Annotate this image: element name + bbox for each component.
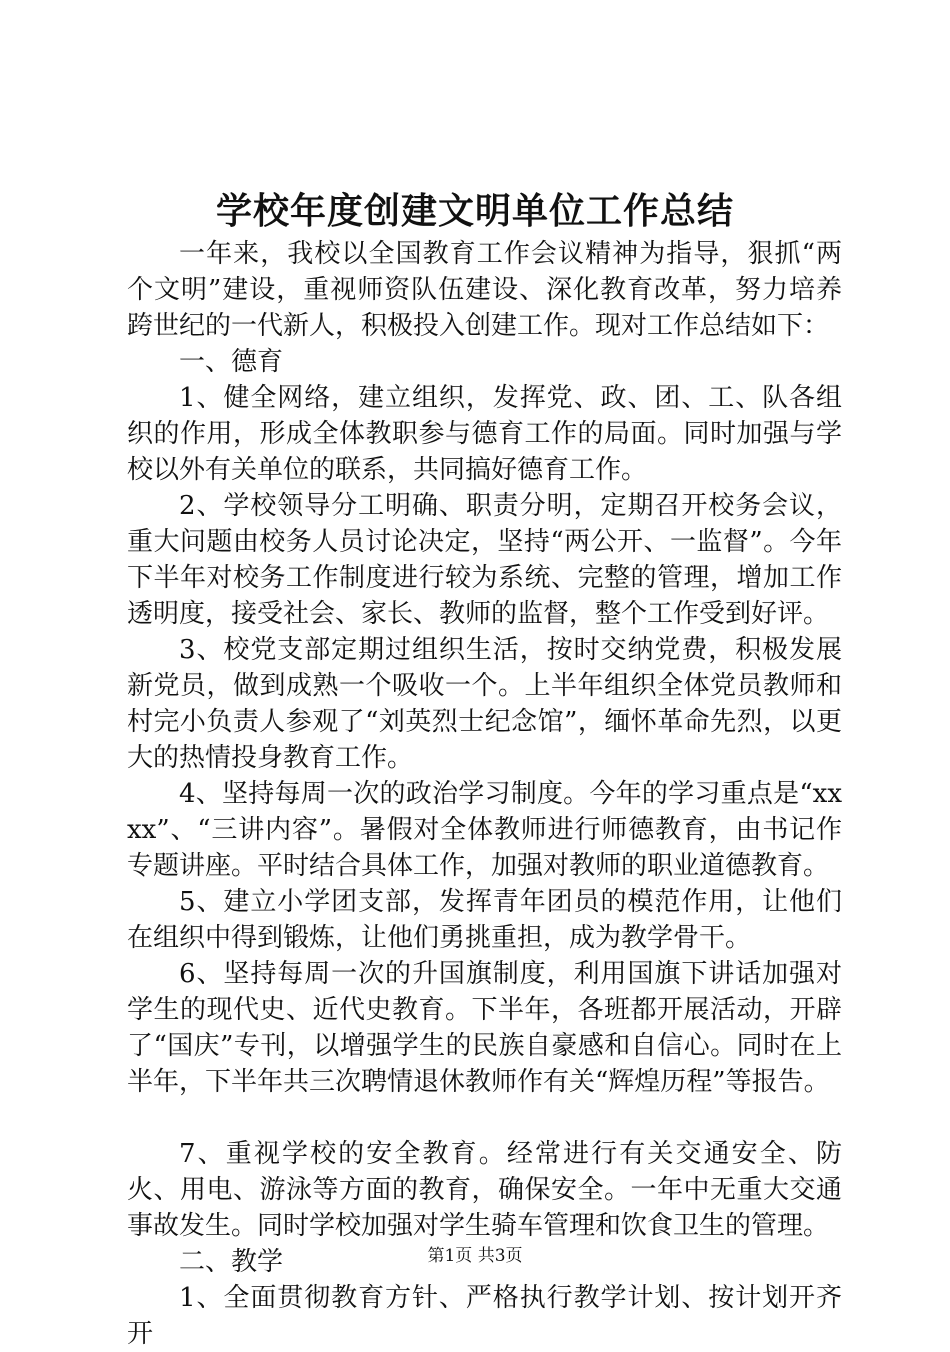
moral-item-7: 7、重视学校的安全教育。经常进行有关交通安全、防火、用电、游泳等方面的教育，确保安全。一年中无重大交通事故发生。同时学校加强对学生骑车管理和饮食卫生的管理。 (127, 1139, 842, 1241)
moral-item-4: 4、坚持每周一次的政治学习制度。今年的学习重点是“xxxx”、“三讲内容”。暑假对全体教师进行师德教育，由书记作专题讲座。平时结合具体工作，加强对教师的职业道德教育。 (127, 779, 842, 881)
moral-item-2: 2、学校领导分工明确、职责分明，定期召开校务会议，重大问题由校务人员讨论决定，坚持“两公开、一监督”。今年下半年对校务工作制度进行较为系统、完整的管理，增加工作透明度，接受社会、家长、教师的监督，整个工作受到好评。 (127, 491, 842, 629)
intro-paragraph: 一年来，我校以全国教育工作会议精神为指导，狠抓“两个文明”建设，重视师资队伍建设、深化教育改革，努力培养跨世纪的一代新人，积极投入创建工作。现对工作总结如下： (127, 239, 842, 341)
moral-item-6: 6、坚持每周一次的升国旗制度，利用国旗下讲话加强对学生的现代史、近代史教育。下半年，各班都开展活动，开辟了“国庆”专刊，以增强学生的民族自豪感和自信心。同时在上半年，下半年共三次聘情退休教师作有关“辉煌历程”等报告。 (127, 959, 842, 1097)
moral-item-1: 1、健全网络，建立组织，发挥党、政、团、工、队各组织的作用，形成全体教职参与德育工作的局面。同时加强与学校以外有关单位的联系，共同搞好德育工作。 (127, 383, 842, 485)
section-heading-moral-education: 一、德育 (179, 347, 284, 377)
teaching-item-1: 1、全面贯彻教育方针、严格执行教学计划、按计划开齐开 (127, 1283, 842, 1349)
moral-item-3: 3、校党支部定期过组织生活，按时交纳党费，积极发展新党员，做到成熟一个吸收一个。上半年组织全体党员教师和村完小负责人参观了“刘英烈士纪念馆”，缅怀革命先烈，以更大的热情投身教育工作。 (127, 635, 842, 773)
section-heading-teaching: 二、教学 (179, 1247, 284, 1277)
document-body (127, 236, 842, 1352)
page-footer: 第1页 共3页 (427, 1246, 523, 1266)
moral-item-5: 5、建立小学团支部，发挥青年团员的模范作用，让他们在组织中得到锻炼，让他们勇挑重担，成为教学骨干。 (127, 887, 842, 953)
document-title: 学校年度创建文明单位工作总结 (215, 190, 734, 232)
